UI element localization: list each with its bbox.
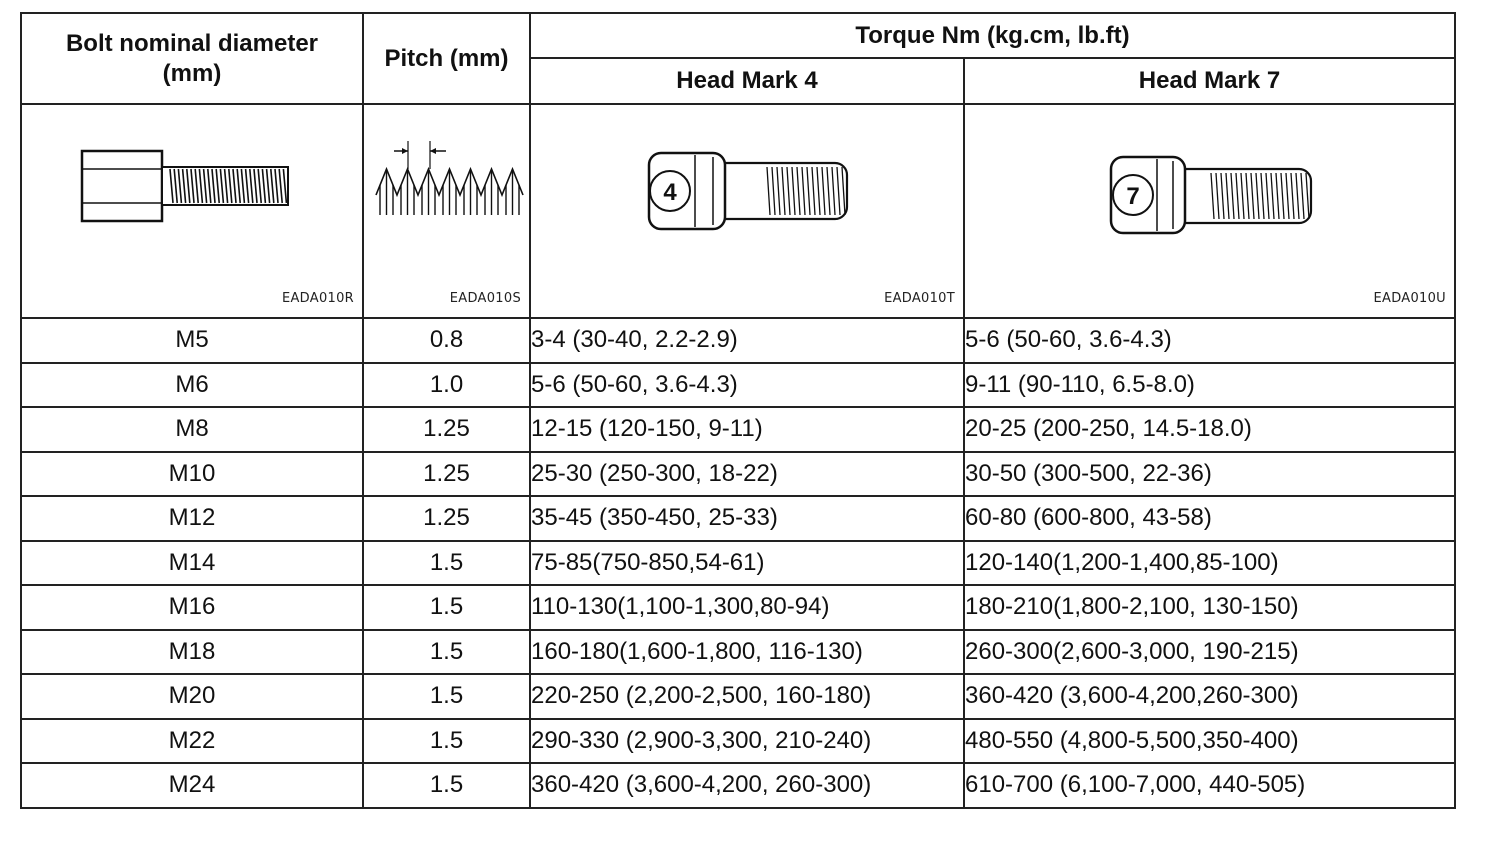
head-mark-4-image-code: EADA010T: [884, 290, 955, 306]
table-row: [21, 318, 1455, 363]
bolt-size-cell: M16: [21, 585, 363, 630]
table-row: [21, 719, 1455, 764]
table-row: [21, 407, 1455, 452]
torque-head-mark-4-cell: 25-30 (250-300, 18-22): [530, 452, 964, 497]
bolt-side-view-icon: [22, 105, 364, 319]
pitch-cell: 0.8: [363, 318, 530, 363]
torque-head-mark-7-cell: 180-210(1,800-2,100, 130-150): [964, 585, 1455, 630]
pitch-illustration-cell: [363, 104, 530, 318]
torque-head-mark-4-cell: 220-250 (2,200-2,500, 160-180): [530, 674, 964, 719]
torque-head-mark-7-cell: 60-80 (600-800, 43-58): [964, 496, 1455, 541]
head-mark-4-illustration-cell: [530, 104, 964, 318]
header-head-mark-4: Head Mark 4: [530, 58, 964, 104]
bolt-size-cell: M20: [21, 674, 363, 719]
bolt-size-cell: M8: [21, 407, 363, 452]
torque-head-mark-4-cell: 35-45 (350-450, 25-33): [530, 496, 964, 541]
head-mark-7-label: 7: [1126, 183, 1140, 210]
header-head-mark-7: Head Mark 7: [964, 58, 1455, 104]
torque-head-mark-7-cell: 260-300(2,600-3,000, 190-215): [964, 630, 1455, 675]
pitch-cell: 1.5: [363, 763, 530, 808]
table-row: [21, 674, 1455, 719]
bolt-size-cell: M10: [21, 452, 363, 497]
torque-head-mark-4-cell: 360-420 (3,600-4,200, 260-300): [530, 763, 964, 808]
bolt-size-cell: M24: [21, 763, 363, 808]
head-mark-7-illustration-cell: [964, 104, 1455, 318]
pitch-image-code: EADA010S: [449, 290, 521, 306]
pitch-cell: 1.25: [363, 407, 530, 452]
bolt-size-cell: M6: [21, 363, 363, 408]
pitch-cell: 1.5: [363, 719, 530, 764]
table-row: [21, 496, 1455, 541]
torque-head-mark-7-cell: 20-25 (200-250, 14.5-18.0): [964, 407, 1455, 452]
torque-head-mark-7-cell: 610-700 (6,100-7,000, 440-505): [964, 763, 1455, 808]
torque-head-mark-4-cell: 110-130(1,100-1,300,80-94): [530, 585, 964, 630]
bolt-size-cell: M14: [21, 541, 363, 586]
table-row: [21, 541, 1455, 586]
bolt-size-cell: M12: [21, 496, 363, 541]
bolt-illustration-cell: [21, 104, 363, 318]
torque-head-mark-4-cell: 75-85(750-850,54-61): [530, 541, 964, 586]
bolt-head-mark-7-icon: [965, 105, 1456, 319]
table-row: [21, 763, 1455, 808]
pitch-cell: 1.25: [363, 496, 530, 541]
header-bolt-diameter: Bolt nominal diameter (mm): [21, 13, 363, 104]
table-row: [21, 585, 1455, 630]
bolt-torque-table: [20, 12, 1456, 809]
bolt-size-cell: M18: [21, 630, 363, 675]
pitch-cell: 1.5: [363, 585, 530, 630]
torque-head-mark-7-cell: 480-550 (4,800-5,500,350-400): [964, 719, 1455, 764]
pitch-cell: 1.5: [363, 541, 530, 586]
bolt-head-mark-4-icon: [531, 105, 965, 319]
torque-head-mark-4-cell: 160-180(1,600-1,800, 116-130): [530, 630, 964, 675]
head-mark-4-label: 4: [663, 179, 677, 206]
pitch-cell: 1.5: [363, 630, 530, 675]
torque-head-mark-4-cell: 12-15 (120-150, 9-11): [530, 407, 964, 452]
header-pitch: Pitch (mm): [363, 13, 530, 104]
torque-head-mark-7-cell: 30-50 (300-500, 22-36): [964, 452, 1455, 497]
torque-head-mark-7-cell: 360-420 (3,600-4,200,260-300): [964, 674, 1455, 719]
torque-head-mark-7-cell: 9-11 (90-110, 6.5-8.0): [964, 363, 1455, 408]
torque-head-mark-4-cell: 3-4 (30-40, 2.2-2.9): [530, 318, 964, 363]
table-row: [21, 630, 1455, 675]
thread-pitch-icon: [364, 105, 531, 319]
head-mark-7-image-code: EADA010U: [1373, 290, 1446, 306]
header-torque: Torque Nm (kg.cm, lb.ft): [530, 13, 1455, 58]
torque-head-mark-4-cell: 5-6 (50-60, 3.6-4.3): [530, 363, 964, 408]
pitch-cell: 1.25: [363, 452, 530, 497]
illustration-row: [21, 104, 1455, 318]
torque-head-mark-4-cell: 290-330 (2,900-3,300, 210-240): [530, 719, 964, 764]
table-row: [21, 452, 1455, 497]
bolt-size-cell: M22: [21, 719, 363, 764]
torque-head-mark-7-cell: 5-6 (50-60, 3.6-4.3): [964, 318, 1455, 363]
torque-head-mark-7-cell: 120-140(1,200-1,400,85-100): [964, 541, 1455, 586]
pitch-cell: 1.5: [363, 674, 530, 719]
table-row: [21, 363, 1455, 408]
bolt-image-code: EADA010R: [281, 290, 354, 306]
pitch-cell: 1.0: [363, 363, 530, 408]
bolt-size-cell: M5: [21, 318, 363, 363]
